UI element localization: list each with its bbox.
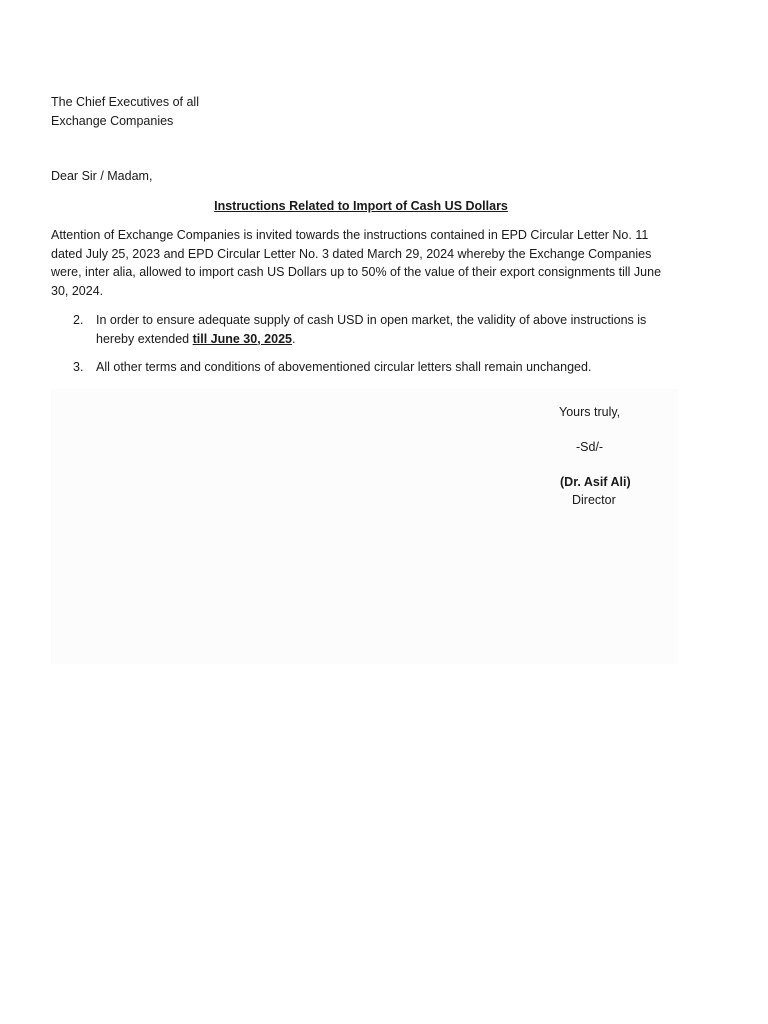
list-item: [51, 358, 676, 377]
list-item: [51, 311, 676, 348]
list-item-text: In order to ensure adequate supply of cash USD in open market, the validity of above instructions is hereby extended: [96, 313, 647, 346]
signature-area: [51, 389, 678, 664]
signature-closing: Yours truly,: [559, 405, 621, 419]
salutation: Dear Sir / Madam,: [51, 169, 153, 183]
subject-heading: Instructions Related to Import of Cash US Dollars: [214, 199, 508, 213]
addressee-line-2: Exchange Companies: [51, 113, 174, 128]
list-item-text-end: .: [291, 331, 296, 346]
signatory-name: (Dr. Asif Ali): [560, 475, 631, 489]
addressee-line-1: The Chief Executives of all: [51, 95, 199, 109]
addressee-block: [51, 93, 199, 130]
numbered-list: [51, 311, 676, 387]
signature-signed-mark: -Sd/-: [576, 440, 604, 454]
list-item-number: 2.: [73, 313, 84, 327]
list-item-number: 3.: [73, 360, 84, 374]
signatory-title: Director: [572, 493, 616, 507]
extended-date-emphasis: till June 30, 2025: [192, 331, 292, 346]
list-item-text: All other terms and conditions of abovementioned circular letters shall remain unchanged.: [96, 360, 592, 374]
intro-paragraph: Attention of Exchange Companies is invited towards the instructions contained in EPD Circular Letter No. 11 dated July 25, 2023 and EPD Circular Letter No. 3 dated March 29, 2024 whereby the Exchange Companies were, inter alia, allowed to import cash US Dollars up to 50% of the value of their export consignments till June 30, 2024.: [51, 228, 662, 298]
